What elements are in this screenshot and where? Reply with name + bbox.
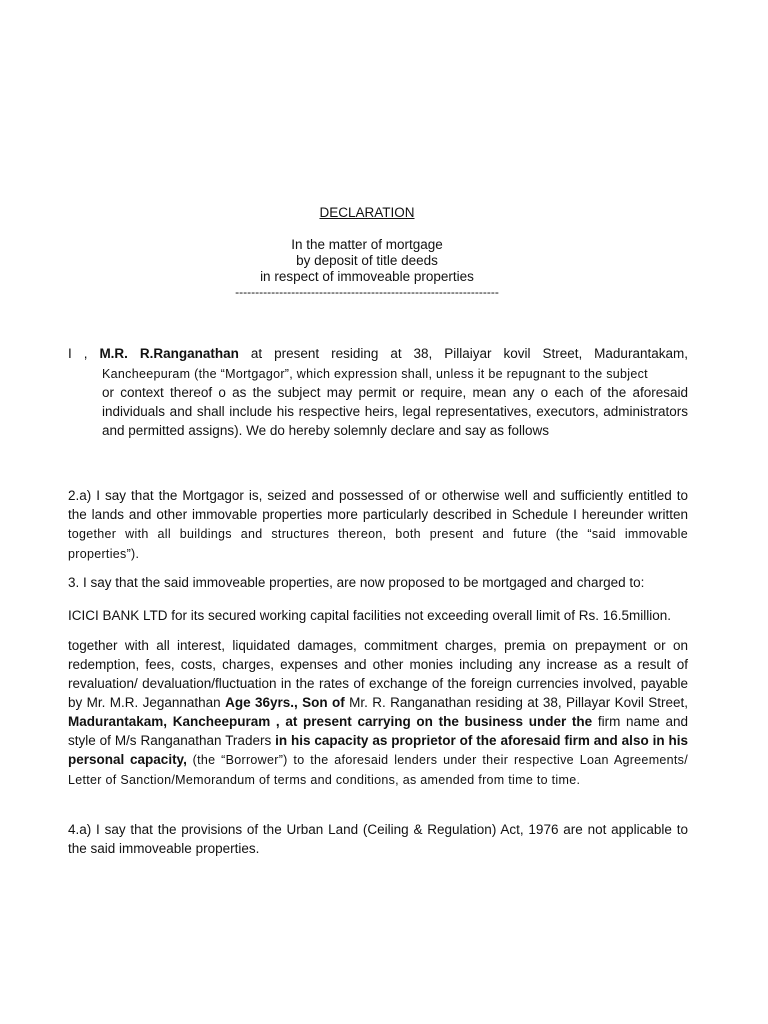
together-bold-3: in his capacity as proprietor of the aforesaid firm and also in his personal capacity, [68,733,688,767]
dashed-rule: ------------------------------------------------------------------ [235,285,499,299]
together-text-2: Mr. R. Ranganathan residing at 38, Pillayar Kovil Street, [344,695,689,710]
para-2a [68,486,688,564]
mortgagor-name: M.R. R.Ranganathan [99,346,239,361]
subtitle-line-2: by deposit of title deeds [296,253,438,268]
para-bank: ICICI BANK LTD for its secured working capital facilities not exceeding overall limit of Rs. 16.5million. [68,608,671,623]
intro-rest: or context thereof o as the subject may permit or require, mean any o each of the aforesaid individuals and shall include his respective heirs, legal representatives, executors, administrators and permitted assigns). We do hereby solemnly declare and say as follows [102,385,688,438]
para-2a-main: 2.a) I say that the Mortgagor is, seized and possessed of or otherwise well and sufficiently entitled to the lands and other immovable properties more particularly described in Schedule I hereunder written [68,488,688,522]
intro-lead: I , [68,346,88,361]
para-4a: 4.a) I say that the provisions of the Urban Land (Ceiling & Regulation) Act, 1976 are not applicable to the said immoveable properties. [68,822,688,856]
together-bold-1: Age 36yrs., Son of [225,695,345,710]
intro-line-2: Kancheepuram (the “Mortgagor”, which expression shall, unless it be repugnant to the subject [102,367,648,381]
subtitle-line-1: In the matter of mortgage [291,237,443,252]
para-3: 3. I say that the said immoveable properties, are now proposed to be mortgaged and charged to: [68,575,645,590]
intro-line1-rest: at present residing at 38, Pillaiyar kovil Street, Madurantakam, [250,346,688,361]
together-text-1: together with all interest, liquidated damages, commitment charges, premia on prepayment or on redemption, fees, costs, charges, expenses and other monies including any increase as a result of revaluation/ devaluation/fluctuation in the rates of exchange of the foreign currencies involved, payable by Mr. M.R. Jegannathan [68,638,688,710]
document-title: DECLARATION [319,205,415,220]
para-together [68,636,688,790]
together-bold-2: Madurantakam, Kancheepuram , at present carrying on the business under the [68,714,593,729]
together-text-3: firm name and style of M/s Ranganathan Traders [68,714,688,748]
subtitle-line-3: in respect of immoveable properties [260,269,474,284]
para-2a-small: together with all buildings and structures thereon, both present and future (the “said immovable properties”). [68,527,688,561]
intro-first-line [68,346,688,361]
together-text-4: (the “Borrower”) to the aforesaid lenders under their respective Loan Agreements/ Letter of Sanction/Memorandum of terms and conditions, as amended from time to time. [68,753,688,787]
